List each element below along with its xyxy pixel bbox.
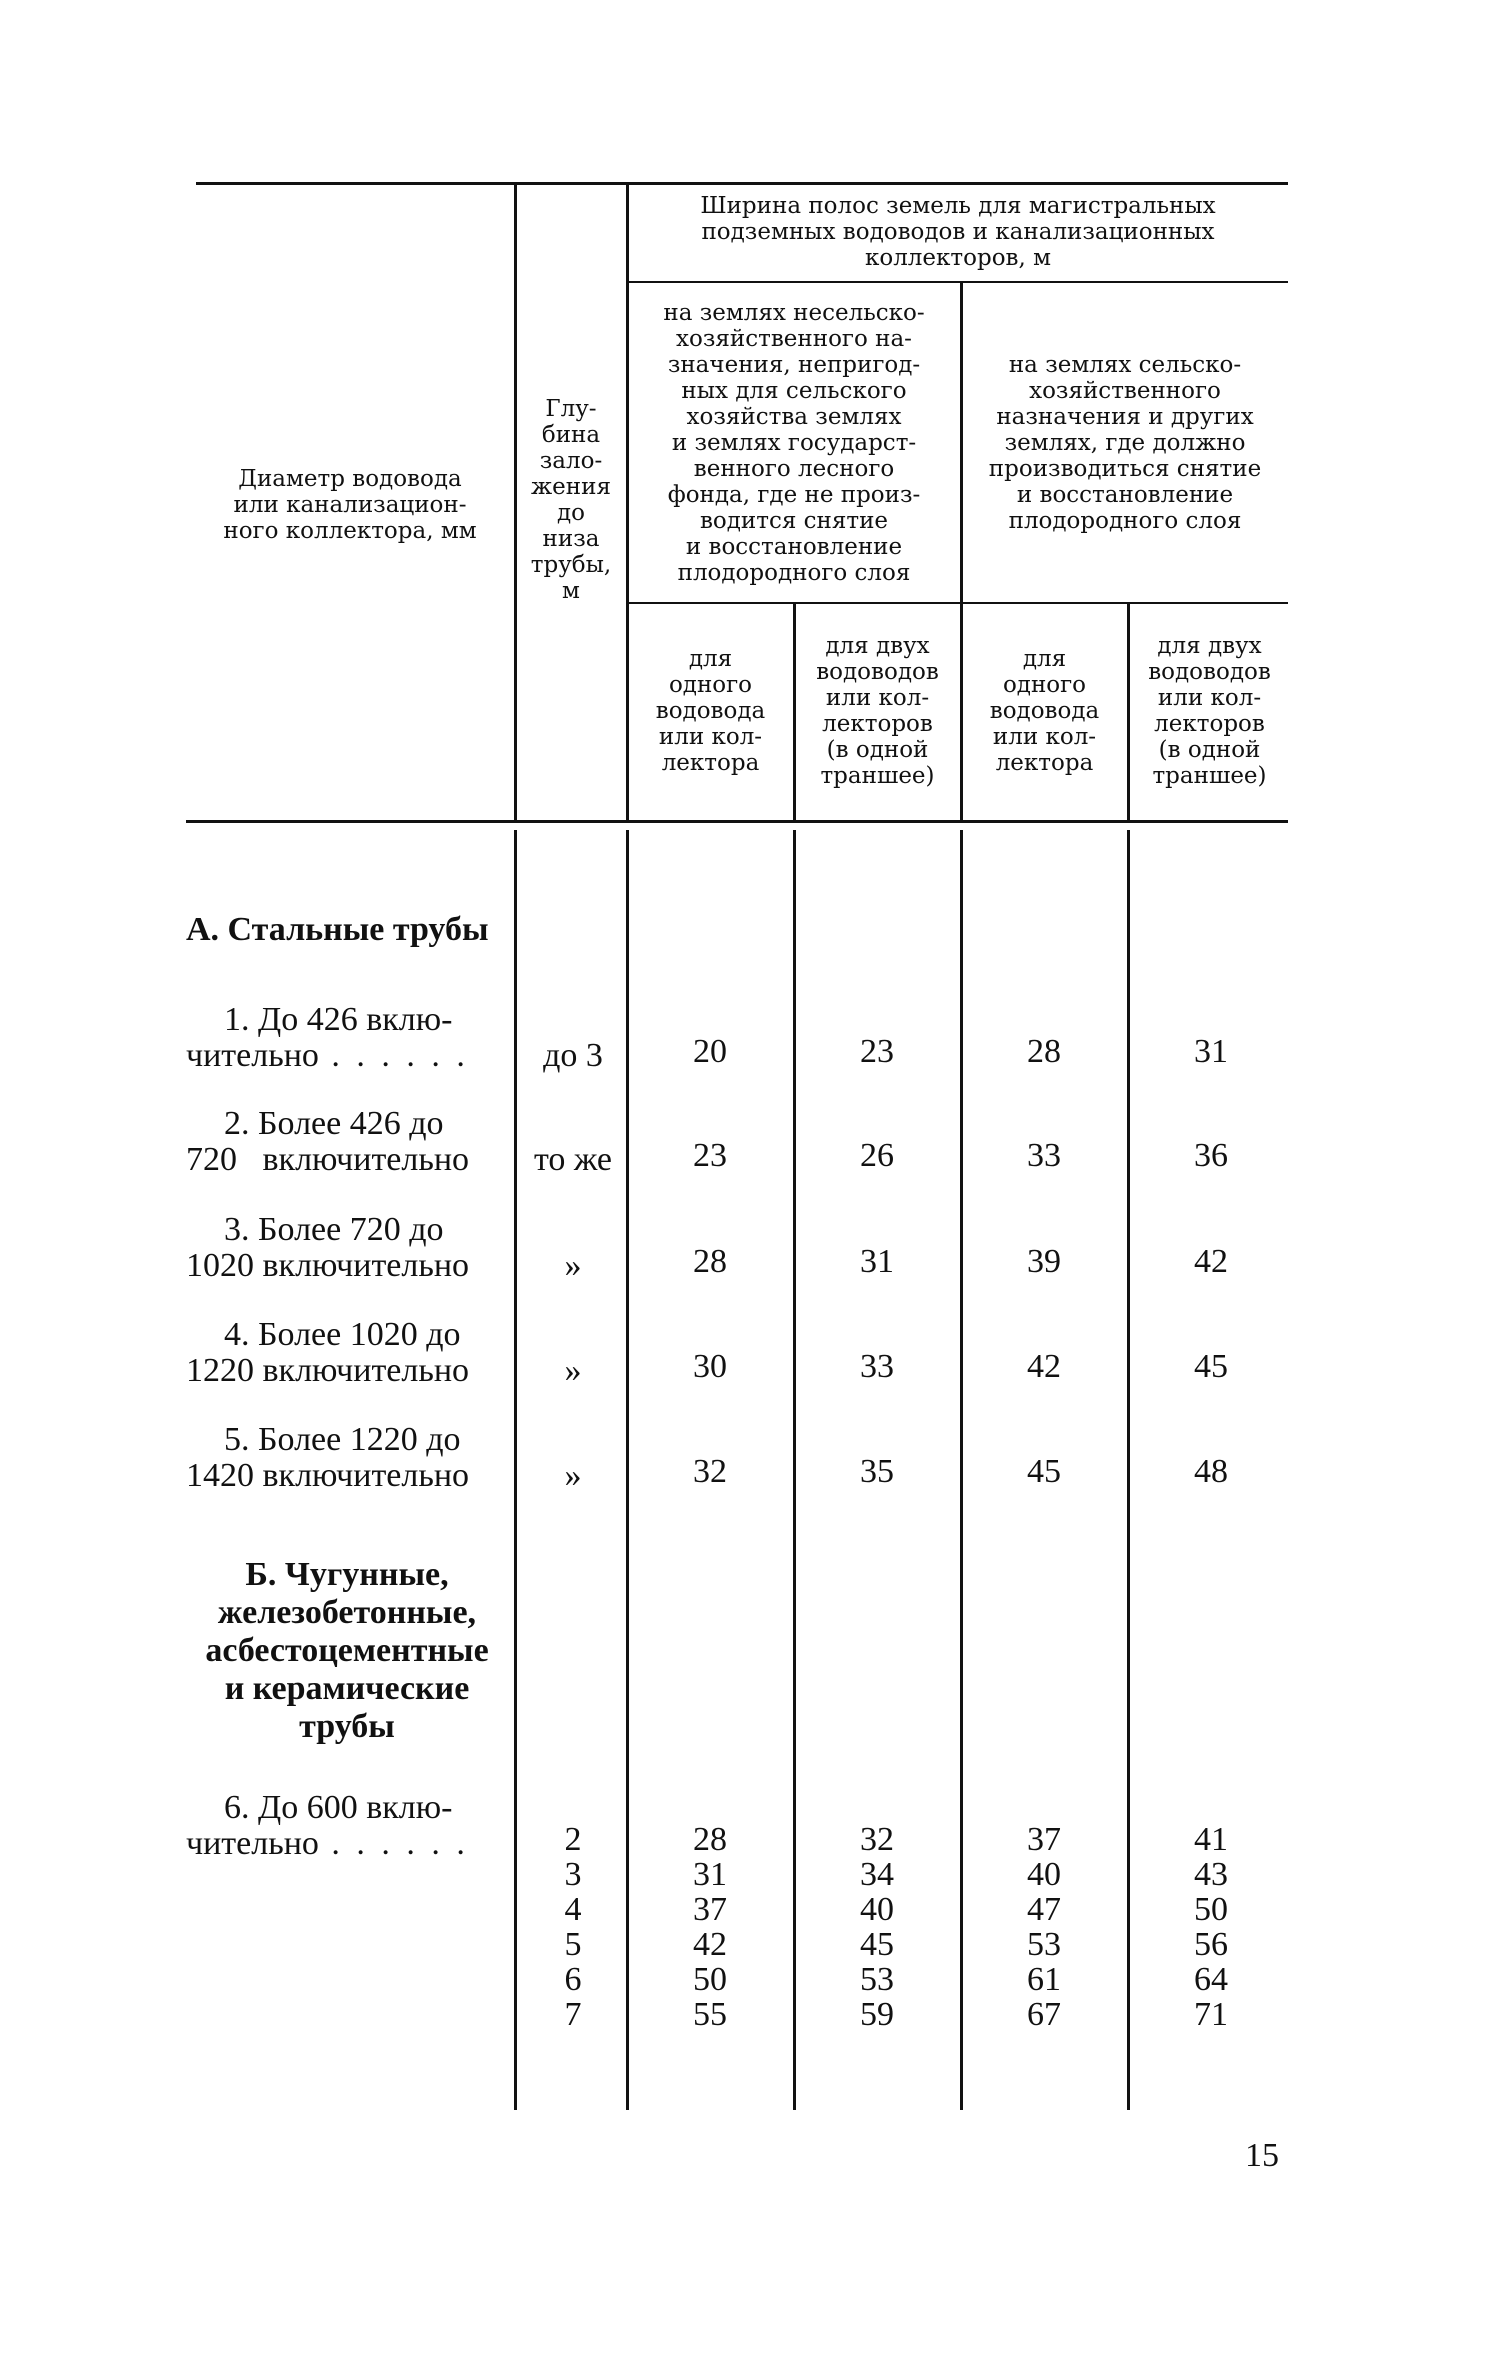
leader-dots: . . . . . . [318,1825,469,1862]
column-header-one-pipe: для одного водовода или кол- лектора [989,646,1100,776]
leader-dots: . . . . . . [318,1037,469,1074]
column-header-depth: Глу- бина зало- жения до низа трубы, м [530,396,612,604]
row-label-line: 1020 включительно [186,1247,470,1284]
body-divider [793,830,796,2110]
section-title: Б. Чугунные, железобетонные, асбестоцементные и керамические трубы [205,1556,489,1745]
table-cell: 45 [1027,1453,1061,1490]
table-cell: 23 [693,1137,727,1174]
table-cell-depths: 2 3 4 5 6 7 [564,1821,582,2033]
table-cell: 33 [860,1348,894,1385]
row-label [186,1317,508,1389]
table-cell: 48 [1194,1453,1228,1490]
header-divider [960,282,963,821]
subheader-agricultural-land: на землях сельско- хозяйственного назначения и других землях, где должно производиться снятие и восстановление плодородного слоя [988,352,1262,534]
table-cell: 42 [1027,1348,1061,1385]
header-divider [793,603,796,821]
row-label [186,1790,508,1862]
table-cell: 23 [860,1033,894,1070]
row-label-text: чительно [186,1037,319,1074]
page-number: 15 [1245,2137,1279,2174]
row-label [186,1002,508,1074]
table-cell: 45 [1194,1348,1228,1385]
row-label-line: 1220 включительно [186,1352,470,1389]
row-label-line: 6. До 600 вклю- [224,1789,453,1826]
table-cell-depth: до 3 [543,1037,603,1074]
row-label-line: 1. До 426 вклю- [224,1001,453,1038]
table-cell: 32 [693,1453,727,1490]
table-cell: 35 [860,1453,894,1490]
table-cell-depth: то же [533,1141,613,1178]
table-cell-column: 41 43 50 56 64 71 [1194,1821,1228,2033]
table-cell: 20 [693,1033,727,1070]
body-divider [960,830,963,2110]
table-cell: 26 [860,1137,894,1174]
table-cell: 39 [1027,1243,1061,1280]
table-cell: 28 [1027,1033,1061,1070]
table-top-rule [196,182,1288,185]
header-divider [626,184,629,821]
row-label-text: чительно [186,1825,319,1862]
table-cell: 30 [693,1348,727,1385]
row-label-line: 720 включительно [186,1141,470,1178]
table-cell: 28 [693,1243,727,1280]
table-cell-depth: » [564,1457,582,1494]
table-cell: 31 [860,1243,894,1280]
row-label-line: 4. Более 1020 до [224,1316,461,1353]
row-label-line: 1420 включительно [186,1457,470,1494]
section-title: А. Стальные трубы [186,911,489,948]
table-cell-column: 32 34 40 45 53 59 [860,1821,894,2033]
row-label-line [186,1826,508,1862]
table-cell: 36 [1194,1137,1228,1174]
column-header-diameter: Диаметр водовода или канализацион- ного коллектора, мм [223,466,477,544]
body-divider [1127,830,1130,2110]
header-divider [514,184,517,821]
column-header-two-pipes: для двух водоводов или кол- лекторов (в одной траншее) [1148,633,1271,789]
row-label-line [186,1038,508,1074]
row-label-line: 5. Более 1220 до [224,1421,461,1458]
column-header-one-pipe: для одного водовода или кол- лектора [655,646,766,776]
group-header-rule [628,281,1288,283]
table-cell: 31 [1194,1033,1228,1070]
header-bottom-rule [186,820,1288,823]
table-cell: 33 [1027,1137,1061,1174]
table-cell-depth: » [564,1352,582,1389]
subheader-rule [628,602,1288,604]
row-label [186,1422,508,1494]
column-header-two-pipes: для двух водоводов или кол- лекторов (в одной траншее) [816,633,939,789]
row-label [186,1212,508,1284]
row-label [186,1106,508,1178]
table-cell: 42 [1194,1243,1228,1280]
row-label-line: 2. Более 426 до [224,1105,444,1142]
table-cell-depth: » [564,1247,582,1284]
column-group-header-strip-width: Ширина полос земель для магистральных подземных водоводов и канализационных коллекторов, м [700,193,1216,271]
subheader-nonagricultural-land: на землях несельско- хозяйственного на- значения, непригод- ных для сельского хозяйства землях и землях государст- венного лесного фонда, где не произ- водится снятие и восстановление плодородного слоя [663,300,925,586]
table-cell-column: 37 40 47 53 61 67 [1027,1821,1061,2033]
header-divider [1127,603,1130,821]
row-label-line: 3. Более 720 до [224,1211,444,1248]
table-cell-column: 28 31 37 42 50 55 [693,1821,727,2033]
